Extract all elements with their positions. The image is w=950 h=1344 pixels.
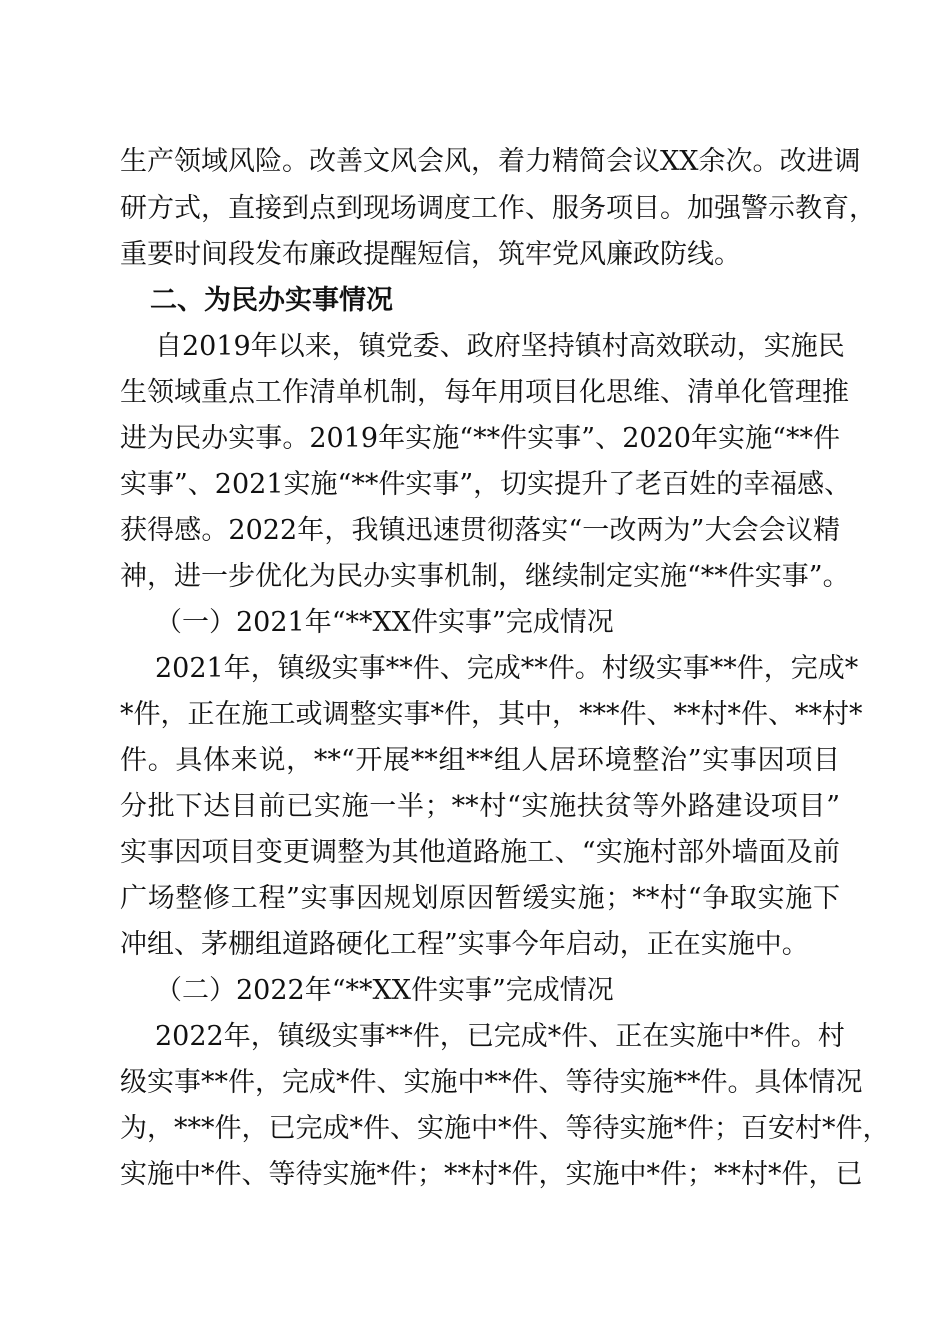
intro-line-2: 生领域重点工作清单机制，每年用项目化思维、清单化管理推 bbox=[120, 377, 849, 408]
intro-line-5: 获得感。2022年，我镇迅速贯彻落实“一改两为”大会会议精 bbox=[120, 515, 840, 546]
section2-heading: 二、为民办实事情况 bbox=[150, 285, 393, 316]
sub1-line-1: 2021年，镇级实事**件、完成**件。村级实事**件，完成* bbox=[155, 653, 859, 684]
intro-line-6: 神，进一步优化为民办实事机制，继续制定实施“**件实事”。 bbox=[120, 561, 850, 592]
sub2-line-3: 为，***件，已完成*件、实施中*件、等待实施*件；百安村*件， bbox=[120, 1113, 890, 1144]
intro-line-1: 自2019年以来，镇党委、政府坚持镇村高效联动，实施民 bbox=[155, 331, 845, 362]
paragraph1-line-1: 生产领域风险。改善文风会风，着力精简会议XX余次。改进调 bbox=[120, 146, 861, 177]
paragraph1-line-3: 重要时间段发布廉政提醒短信，筑牢党风廉政防线。 bbox=[120, 239, 741, 270]
sub2-heading: （二）2022年“**XX件实事”完成情况 bbox=[155, 975, 614, 1006]
sub1-line-3: 件。具体来说，**“开展**组**组人居环境整治”实事因项目 bbox=[120, 745, 840, 776]
sub2-line-2: 级实事**件，完成*件、实施中**件、等待实施**件。具体情况 bbox=[120, 1067, 863, 1098]
sub1-line-6: 广场整修工程”实事因规划原因暂缓实施；**村“争取实施下 bbox=[120, 883, 840, 914]
sub2-line-1: 2022年，镇级实事**件，已完成*件、正在实施中*件。村 bbox=[155, 1021, 845, 1052]
sub1-heading: （一）2021年“**XX件实事”完成情况 bbox=[155, 607, 614, 638]
intro-line-3: 进为民办实事。2019年实施“**件实事”、2020年实施“**件 bbox=[120, 423, 840, 454]
intro-line-4: 实事”、2021实施“**件实事”，切实提升了老百姓的幸福感、 bbox=[120, 469, 852, 500]
sub1-line-5: 实事因项目变更调整为其他道路施工、“实施村部外墙面及前 bbox=[120, 837, 840, 868]
sub1-line-7: 冲组、茅棚组道路硬化工程”实事今年启动，正在实施中。 bbox=[120, 929, 809, 960]
sub2-line-4: 实施中*件、等待实施*件；**村*件，实施中*件；**村*件，已 bbox=[120, 1159, 863, 1190]
sub1-line-2: *件，正在施工或调整实事*件，其中，***件、**村*件、**村* bbox=[120, 699, 863, 730]
sub1-line-4: 分批下达目前已实施一半；**村“实施扶贫等外路建设项目” bbox=[120, 791, 840, 822]
paragraph1-line-2: 研方式，直接到点到现场调度工作、服务项目。加强警示教育， bbox=[120, 193, 876, 224]
